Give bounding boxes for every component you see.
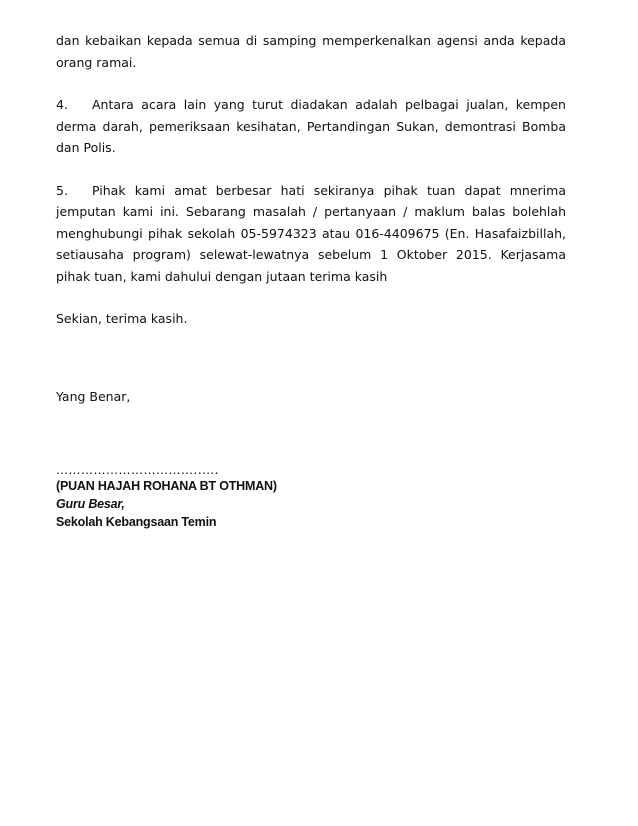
spacer <box>56 330 566 386</box>
signatory-title: Guru Besar, <box>56 497 125 511</box>
sign-off: Yang Benar, <box>56 388 131 404</box>
paragraph-4-number: 4. <box>56 97 68 112</box>
spacer <box>56 407 566 463</box>
spacer <box>56 287 566 308</box>
spacer <box>56 73 566 94</box>
paragraph-4 <box>56 94 566 159</box>
signature-line: ……………………………..…. <box>56 463 219 477</box>
signatory-name: (PUAN HAJAH ROHANA BT OTHMAN) <box>56 479 277 493</box>
paragraph-4-text: Antara acara lain yang turut diadakan adalah pelbagai jualan, kempen derma darah, pemeriksaan kesihatan, Pertandingan Sukan, demontrasi Bomba dan Polis. <box>56 97 566 155</box>
spacer <box>56 159 566 180</box>
paragraph-5-number: 5. <box>56 182 68 198</box>
school-name: Sekolah Kebangsaan Temin <box>56 515 217 529</box>
letter-page <box>56 30 566 531</box>
intro-paragraph: dan kebaikan kepada semua di samping memperkenalkan agensi anda kepada orang ramai. <box>56 33 566 70</box>
paragraph-5-text: Pihak kami amat berbesar hati sekiranya pihak tuan dapat mnerima jemputan kami ini. Sebarang masalah / pertanyaan / maklum balas bolehlah menghubungi pihak sekolah 05-5974323 atau 016-4409675 (En. Hasafaizbillah, setiausaha program) selewat-lewatnya sebelum 1 Oktober 2015. Kerjasama pihak tuan, kami dahului dengan jutaan terima kasih <box>56 182 566 284</box>
paragraph-5 <box>56 180 566 288</box>
closing-line: Sekian, terima kasih. <box>56 311 188 326</box>
